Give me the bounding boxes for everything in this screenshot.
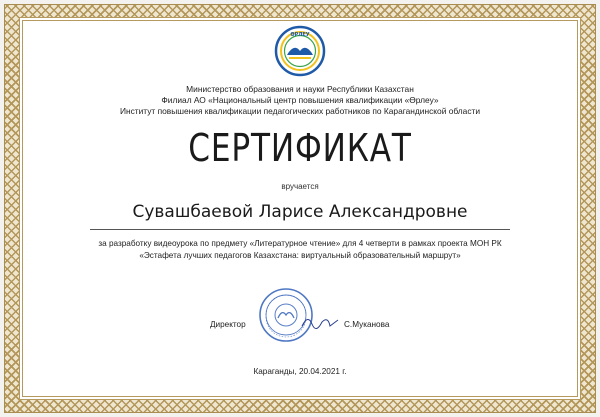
director-label: Директор	[210, 320, 246, 329]
director-signature	[300, 312, 340, 332]
institute-line: Институт повышения квалификации педагогических работников по Карагандинской области	[119, 106, 481, 116]
description-line-2: «Эстафета лучших педагогов Казахстана: виртуальный образовательный маршрут»	[139, 251, 461, 260]
certificate-title: СЕРТИФИКАТ	[188, 126, 412, 170]
recipient-name: Сувашбаевой Ларисе Александровне	[132, 202, 468, 222]
ministry-line: Министерство образования и науки Республики Казахстан	[186, 84, 414, 94]
orleu-logo	[274, 25, 326, 77]
director-name: С.Муканова	[344, 320, 390, 329]
place-date: Караганды, 20.04.2021 г.	[253, 367, 347, 376]
awarded-label: вручается	[281, 182, 319, 191]
recipient-underline	[90, 229, 510, 230]
description-line-1: за разработку видеоурока по предмету «Литературное чтение» для 4 четверти в рамках проекта МОН РК	[98, 239, 502, 248]
logo-text: ӨРЛЕУ	[290, 32, 310, 38]
branch-line: Филиал АО «Национальный центр повышения квалификации «Өрлеу»	[161, 95, 439, 105]
